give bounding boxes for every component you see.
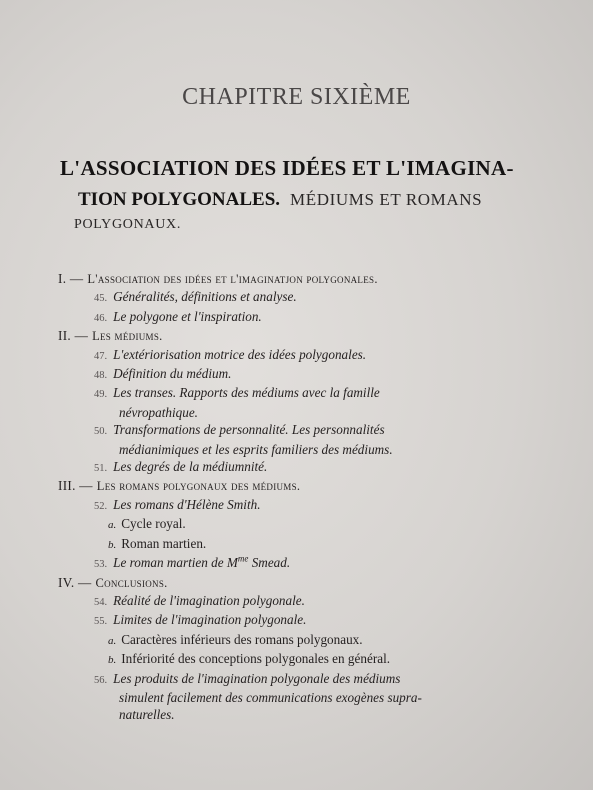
toc-item-56 [58,670,558,689]
toc-section-1 [58,270,558,288]
toc-item-54 [58,592,558,611]
section-label: L'association des idées et l'imaginatjon polygonales. [87,272,378,286]
item-text: Le polygone et l'inspiration. [113,308,262,324]
chapter-title [60,155,560,236]
item-number: 54. [94,596,108,608]
section-label: Conclusions. [95,575,168,590]
toc-section-2 [58,327,558,345]
chapter-title-line-2-bold: TION POLYGONALES. [78,189,281,210]
toc-item-51 [58,458,558,477]
toc-subitem-52a [58,515,558,534]
item-number: 45. [94,293,108,305]
item-text: Transformations de personnalité. Les personnalités [113,422,385,438]
item-number: 56. [94,674,108,686]
section-number: IV. — [58,574,92,590]
item-number: 47. [94,350,108,362]
item-text: L'extériorisation motrice des idées polygonales. [113,346,367,362]
toc-item-49-continuation: névropathique. [119,404,198,420]
toc-item-50-continuation: médianimiques et les esprits familiers des médiums. [119,441,393,457]
subitem-letter: a. [108,634,117,647]
item-text: Les romans d'Hélène Smith. [113,496,261,512]
toc-item-46 [58,308,558,327]
subitem-letter: b. [108,654,117,667]
toc-item-45 [58,288,558,307]
chapter-title-line-2-tail: MÉDIUMS ET ROMANS [290,190,483,209]
item-text: Limites de l'imagination polygonale. [113,612,307,628]
item-number: 48. [94,370,108,382]
item-number: 50. [94,426,108,438]
item-text: Définition du médium. [113,366,232,382]
subitem-text: Infériorité des conceptions polygonales en général. [121,651,391,667]
section-number: III. — [58,478,93,494]
item-superscript: me [237,553,249,564]
toc-section-3 [58,477,558,495]
toc-section-4 [58,574,558,592]
chapter-title-line-3: POLYGONAUX. [74,217,182,232]
item-text: Les transes. Rapports des médiums avec la famille [113,385,380,401]
chapter-title-line-2 [60,186,560,214]
table-of-contents [58,270,558,724]
toc-subitem-55a [58,631,558,650]
toc-item-48 [58,365,558,384]
subitem-text: Caractères inférieurs des romans polygonaux. [121,631,363,647]
chapter-title-line-1: L'ASSOCIATION DES IDÉES ET L'IMAGINA- [60,156,514,180]
section-number: II. — [58,328,89,344]
item-text: Le roman martien de M [113,555,238,571]
item-text: Les produits de l'imagination polygonale des médiums [113,670,401,686]
toc-subitem-55b [58,650,558,669]
toc-item-56-continuation-2: naturelles. [119,707,175,723]
item-text: Réalité de l'imagination polygonale. [113,592,305,608]
toc-item-47 [58,346,558,365]
toc-item-52 [58,496,558,515]
item-number: 46. [94,312,108,324]
subitem-letter: a. [108,519,117,532]
toc-item-53 [58,554,558,573]
item-number: 52. [94,500,108,512]
item-text: Les degrés de la médiumnité. [113,459,268,475]
toc-item-50 [58,421,558,440]
section-label: Les médiums. [92,329,163,344]
item-text: Généralités, définitions et analyse. [113,289,297,305]
toc-item-56-continuation-1: simulent facilement des communications exogènes supra- [119,689,422,705]
toc-item-55 [58,611,558,630]
subitem-text: Roman martien. [121,535,207,551]
item-number: 49. [94,389,108,401]
section-number: I. — [58,271,84,286]
item-text-tail: Smead. [248,555,291,571]
subitem-text: Cycle royal. [121,516,186,532]
toc-subitem-52b [58,535,558,554]
toc-item-49 [58,384,558,403]
item-number: 51. [94,463,108,475]
item-number: 55. [94,616,108,628]
section-label: Les romans polygonaux des médiums. [96,479,301,494]
item-number: 53. [94,559,108,571]
subitem-letter: b. [108,538,117,551]
chapter-heading: CHAPITRE SIXIÈME [182,84,411,110]
